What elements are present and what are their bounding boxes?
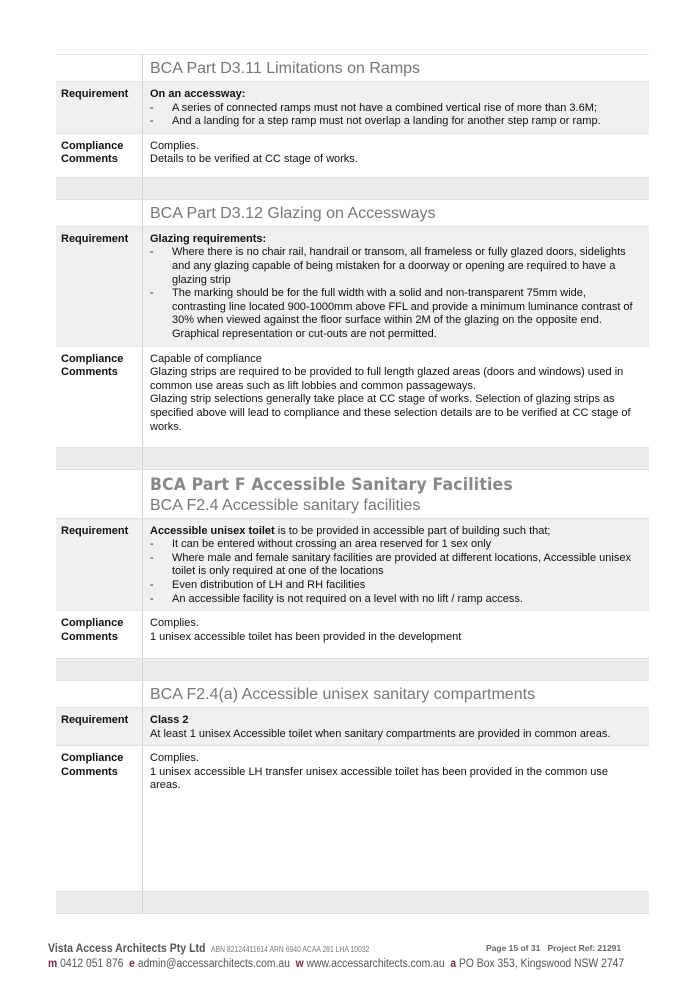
compliance-line: Glazing strips are required to be provided to full length glazed areas (doors and windows) used in common use areas such as lift lobbies and common passageways. bbox=[150, 366, 624, 392]
compliance-line: 1 unisex accessible LH transfer unisex accessible toilet has been provided in the common use areas. bbox=[150, 765, 608, 792]
list-item: - Even distribution of LH and RH facilities bbox=[150, 578, 366, 591]
requirement-row bbox=[56, 518, 649, 611]
list-item: - The marking should be for the full width with a solid and non-transparent 75mm wide, contrasting line located 900-1000mm above FFL and provide a minimum luminance contrast of 30% when viewed against the floor surface within 2M of the glazing on the opposite end. Graphical representation or cut-outs are not permitted. bbox=[150, 287, 633, 340]
compliance-row bbox=[56, 745, 649, 891]
row-label: Requirement bbox=[56, 519, 143, 611]
project-ref: Project Ref: 21291 bbox=[547, 943, 622, 953]
section-title: BCA Part D3.11 Limitations on Ramps bbox=[150, 60, 421, 77]
compliance-line: Details to be verified at CC stage of works. bbox=[150, 153, 358, 166]
row-label: Compliance Comments bbox=[56, 347, 143, 447]
section-heading bbox=[56, 200, 649, 226]
compliance-row bbox=[56, 610, 649, 658]
requirement-intro-text: is to be provided in accessible part of building such that; bbox=[274, 524, 551, 537]
list-item: - Where male and female sanitary facilities are provided at different locations, Accessible unisex toilet is only required at one of the locations bbox=[150, 551, 631, 578]
compliance-table bbox=[56, 55, 649, 914]
row-label: Requirement bbox=[56, 227, 143, 346]
compliance-line: Capable of compliance bbox=[150, 352, 262, 365]
registration-numbers: ABN 82124411614 ARN 6940 ACAA 281 LHA 10032 bbox=[210, 945, 370, 954]
section-separator bbox=[56, 891, 649, 914]
postal-address: PO Box 353, Kingswood NSW 2747 bbox=[458, 958, 625, 970]
page-footer bbox=[48, 941, 648, 970]
section-separator bbox=[56, 177, 649, 200]
requirement-intro: Glazing requirements: bbox=[150, 232, 267, 245]
email-link[interactable]: admin@accessarchitects.com.au bbox=[137, 958, 290, 970]
section-title: BCA F2.4 Accessible sanitary facilities bbox=[150, 496, 421, 514]
requirement-row bbox=[56, 226, 649, 346]
website-link[interactable]: www.accessarchitects.com.au bbox=[306, 958, 445, 970]
list-item: - Where there is no chair rail, handrail or transom, all frameless or fully glazed doors, sidelights and any glazing capable of being mistaken for a doorway or opening are required to have a glazing strip bbox=[150, 246, 626, 286]
phone: 0412 051 876 bbox=[60, 958, 124, 970]
section-heading bbox=[56, 681, 649, 707]
compliance-line: Complies. bbox=[150, 617, 199, 630]
compliance-row bbox=[56, 346, 649, 447]
list-item: - It can be entered without crossing an area reserved for 1 sex only bbox=[150, 538, 492, 551]
contact-line: m 0412 051 876 e admin@accessarchitects.com.au w www.accessarchitects.com.au a PO Box 353, Kingswood NSW 2747 bbox=[48, 958, 625, 970]
requirement-row bbox=[56, 81, 649, 133]
section-separator bbox=[56, 447, 649, 470]
requirement-intro: On an accessway: bbox=[150, 88, 246, 100]
compliance-row bbox=[56, 133, 649, 177]
list-item: - A series of connected ramps must not have a combined vertical rise of more than 3.6M; bbox=[150, 101, 597, 114]
part-title: BCA Part F Accessible Sanitary Facilities bbox=[150, 474, 513, 495]
requirement-line: At least 1 unisex Accessible toilet when sanitary compartments are provided in common areas. bbox=[150, 727, 611, 740]
row-label: Compliance Comments bbox=[56, 746, 143, 891]
row-label: Compliance Comments bbox=[56, 611, 143, 658]
compliance-line: 1 unisex accessible toilet has been provided in the development bbox=[150, 630, 462, 643]
section-title: BCA Part D3.12 Glazing on Accessways bbox=[150, 204, 436, 222]
compliance-line: Complies. bbox=[150, 139, 199, 152]
row-label: Requirement bbox=[56, 708, 143, 745]
requirement-row bbox=[56, 707, 649, 745]
company-name: Vista Access Architects Pty Ltd bbox=[48, 941, 206, 955]
section-heading bbox=[56, 470, 649, 518]
requirement-intro: Accessible unisex toilet bbox=[150, 524, 275, 537]
section-heading bbox=[56, 55, 649, 81]
list-item: - An accessible facility is not required on a level with no lift / ramp access. bbox=[150, 592, 523, 605]
row-label: Compliance Comments bbox=[56, 134, 143, 177]
section-separator bbox=[56, 658, 649, 681]
requirement-intro: Class 2 bbox=[150, 714, 189, 727]
list-item: - And a landing for a step ramp must not overlap a landing for another step ramp or ramp. bbox=[150, 115, 601, 128]
compliance-line: Complies. bbox=[150, 752, 199, 765]
page-number: Page 15 of 31 Project Ref: 21291 bbox=[486, 943, 622, 953]
compliance-line: Glazing strip selections generally take place at CC stage of works. Selection of glazing strips as specified above will lead to compliance and these selection details are to be verified at CC stage of works. bbox=[150, 393, 631, 433]
row-label: Requirement bbox=[56, 82, 143, 133]
section-title: BCA F2.4(a) Accessible unisex sanitary compartments bbox=[150, 686, 536, 704]
